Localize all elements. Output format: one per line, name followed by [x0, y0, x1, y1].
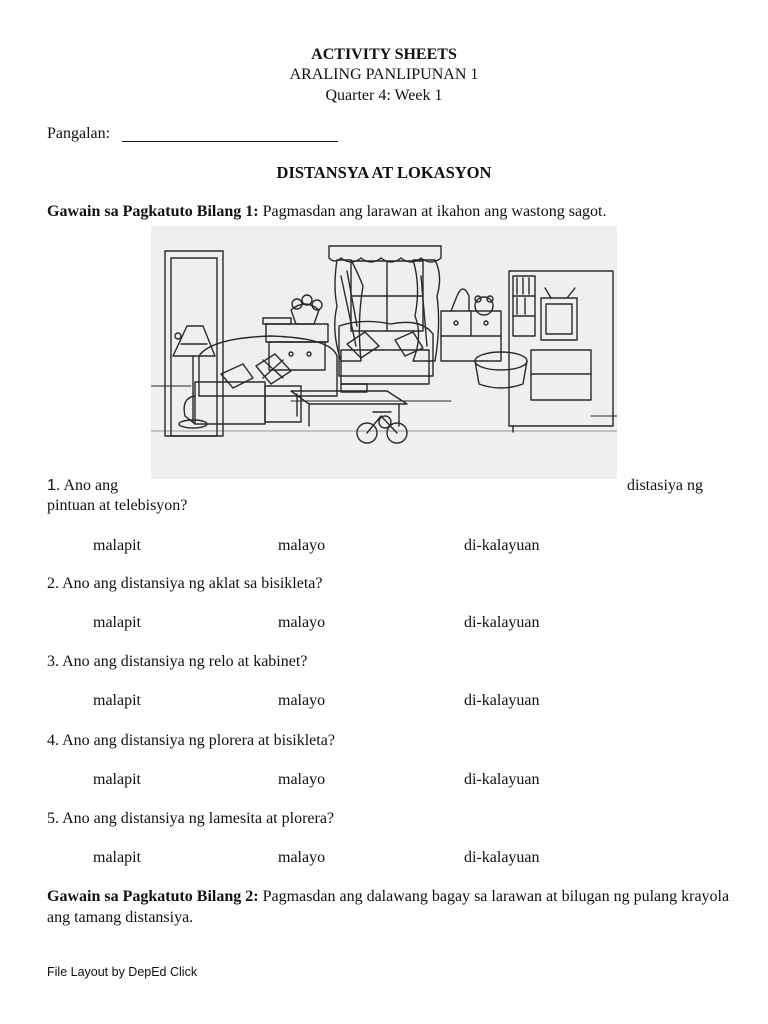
q3-choice-malapit[interactable]: malapit [93, 692, 141, 709]
q4-choice-malapit[interactable]: malapit [93, 771, 141, 788]
question-4: 4. Ano ang distansiya ng plorera at bisikleta? [47, 732, 335, 749]
teddy-icon [475, 297, 493, 315]
question-1-number: 1. [47, 477, 61, 494]
question-3: 3. Ano ang distansiya ng relo at kabinet? [47, 653, 308, 670]
sofa-icon [184, 336, 337, 424]
tv-cabinet-icon [509, 271, 613, 432]
question-2: 2. Ano ang distansiya ng aklat sa bisikleta? [47, 575, 323, 592]
q3-choice-malayo[interactable]: malayo [278, 692, 326, 709]
cabinet-icon [441, 289, 501, 361]
task2-label: Gawain sa Pagkatuto Bilang 2: [47, 888, 259, 905]
lamp-icon [173, 326, 215, 428]
q1-choice-malapit[interactable]: malapit [93, 537, 141, 554]
q2-choice-malayo[interactable]: malayo [278, 614, 326, 631]
name-blank-line[interactable] [122, 141, 338, 142]
task2-instruction [47, 886, 737, 928]
task2-text: Pagmasdan ang dalawang bagay sa larawan at bilugan ng pulang krayola ang tamang distansiya. [47, 888, 730, 926]
question-1-line2: pintuan at telebisyon? [47, 497, 188, 514]
vase-icon [263, 295, 328, 370]
question-1-text: Ano ang [63, 477, 119, 494]
q1-choice-di-kalayuan[interactable]: di-kalayuan [464, 537, 540, 554]
living-room-illustration [151, 226, 617, 479]
section-title: DISTANSYA AT LOKASYON [276, 163, 492, 182]
window-icon [329, 246, 441, 361]
footer-credit: File Layout by DepEd Click [47, 965, 198, 979]
task1-label: Gawain sa Pagkatuto Bilang 1: [47, 203, 259, 220]
question-1-head [47, 476, 118, 495]
q3-choice-di-kalayuan[interactable]: di-kalayuan [464, 692, 540, 709]
question-5: 5. Ano ang distansiya ng lamesita at plorera? [47, 810, 335, 827]
q2-choice-malapit[interactable]: malapit [93, 614, 141, 631]
q4-choice-malayo[interactable]: malayo [278, 771, 326, 788]
coffee-table-icon [291, 384, 407, 426]
q5-choice-malapit[interactable]: malapit [93, 849, 141, 866]
task1-instruction [47, 202, 737, 221]
name-label: Pangalan: [47, 125, 111, 142]
q1-choice-malayo[interactable]: malayo [278, 537, 326, 554]
q5-choice-malayo[interactable]: malayo [278, 849, 326, 866]
task1-text: Pagmasdan ang larawan at ikahon ang wastong sagot. [262, 203, 607, 220]
question-1-tail: distasiya ng [627, 477, 703, 494]
sheet-title: ACTIVITY SHEETS [311, 46, 457, 63]
q4-choice-di-kalayuan[interactable]: di-kalayuan [464, 771, 540, 788]
quarter-week: Quarter 4: Week 1 [325, 87, 443, 104]
subject-title: ARALING PANLIPUNAN 1 [289, 66, 479, 83]
q2-choice-di-kalayuan[interactable]: di-kalayuan [464, 614, 540, 631]
q5-choice-di-kalayuan[interactable]: di-kalayuan [464, 849, 540, 866]
